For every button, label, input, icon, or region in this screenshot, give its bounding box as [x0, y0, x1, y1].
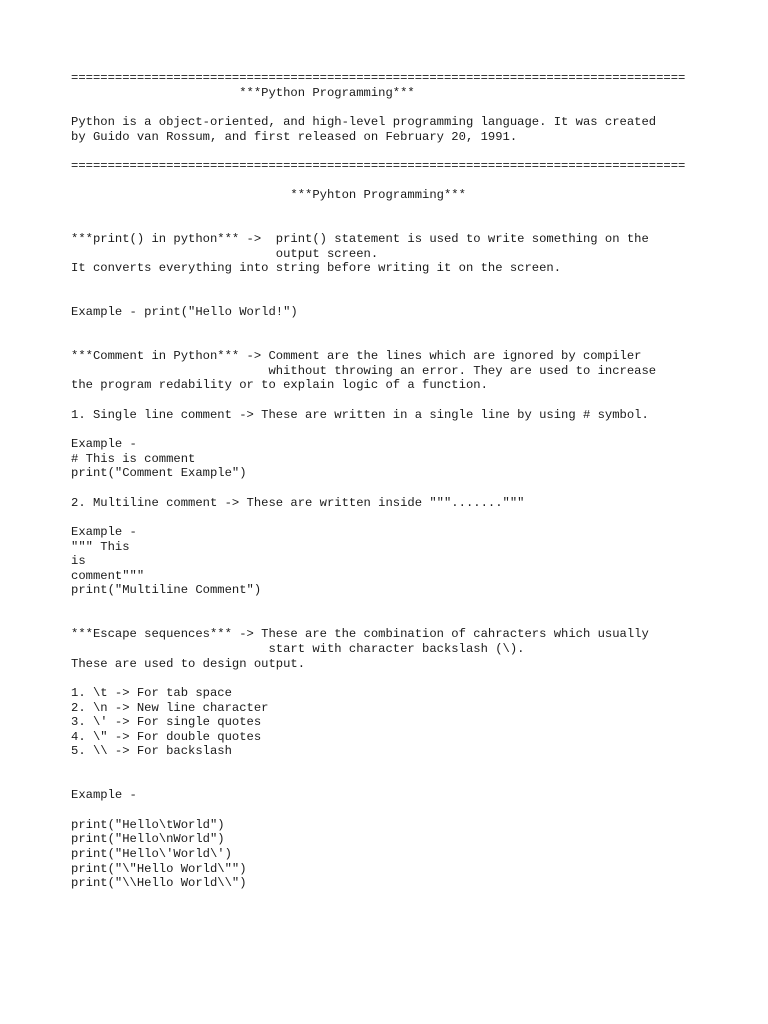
blank-line [71, 613, 711, 628]
text-line: Example - print("Hello World!") [71, 305, 298, 320]
text-line: output screen. [71, 246, 379, 261]
text-line: by Guido van Rossum, and first released on February 20, 1991. [71, 129, 518, 144]
text-line: comment""" [71, 568, 145, 583]
text-line: ***Escape sequences*** -> These are the combination of cahracters which usually [71, 627, 649, 642]
text-line: Example - [71, 788, 137, 803]
text-line: the program redability or to explain logic of a function. [71, 378, 488, 393]
text-line: ***print() in python*** -> print() statement is used to write something on the [71, 232, 649, 247]
text-line: ***Comment in Python*** -> Comment are the lines which are ignored by compiler [71, 349, 642, 364]
blank-line [71, 335, 711, 350]
blank-line [71, 217, 711, 232]
text-line: print("Comment Example") [71, 466, 247, 481]
blank-line [71, 393, 711, 408]
blank-line [71, 203, 711, 218]
text-line: print("\"Hello World\"") [71, 861, 247, 876]
text-line: print("\\Hello World\\") [71, 876, 247, 891]
text-line: 3. \' -> For single quotes [71, 715, 262, 730]
text-line: Python is a object-oriented, and high-level programming language. It was created [71, 114, 657, 129]
blank-line [71, 144, 711, 159]
text-line: # This is comment [71, 451, 196, 466]
section-title: ***Pyhton Programming*** [71, 188, 466, 203]
text-line: print("Hello\tWorld") [71, 817, 225, 832]
text-line: Example - [71, 437, 137, 452]
text-line: 2. Multiline comment -> These are written inside """.......""" [71, 495, 525, 510]
blank-line [71, 510, 711, 525]
blank-line [71, 320, 711, 335]
text-line: Example - [71, 524, 137, 539]
blank-line [71, 671, 711, 686]
text-line: 5. \\ -> For backslash [71, 744, 232, 759]
blank-line [71, 276, 711, 291]
document-page [71, 71, 711, 891]
text-line: These are used to design output. [71, 656, 306, 671]
divider-rule: ==================================================================================== [71, 158, 686, 173]
text-line: start with character backslash (\). [71, 641, 525, 656]
text-line: It converts everything into string before writing it on the screen. [71, 261, 562, 276]
divider-rule: ==================================================================================== [71, 71, 686, 85]
blank-line [71, 100, 711, 115]
blank-line [71, 598, 711, 613]
blank-line [71, 422, 711, 437]
text-line: is [71, 554, 86, 569]
text-line: print("Multiline Comment") [71, 583, 262, 598]
blank-line [71, 481, 711, 496]
blank-line [71, 291, 711, 306]
section-title: ***Python Programming*** [71, 85, 415, 100]
text-line: 1. \t -> For tab space [71, 685, 232, 700]
blank-line [71, 173, 711, 188]
text-line: print("Hello\'World\') [71, 846, 232, 861]
text-line: whithout throwing an error. They are used to increase [71, 363, 657, 378]
blank-line [71, 774, 711, 789]
blank-line [71, 759, 711, 774]
text-line: 4. \" -> For double quotes [71, 729, 262, 744]
blank-line [71, 803, 711, 818]
text-line: 2. \n -> New line character [71, 700, 269, 715]
text-line: """ This [71, 539, 130, 554]
text-line: print("Hello\nWorld") [71, 832, 225, 847]
text-line: 1. Single line comment -> These are written in a single line by using # symbol. [71, 407, 649, 422]
